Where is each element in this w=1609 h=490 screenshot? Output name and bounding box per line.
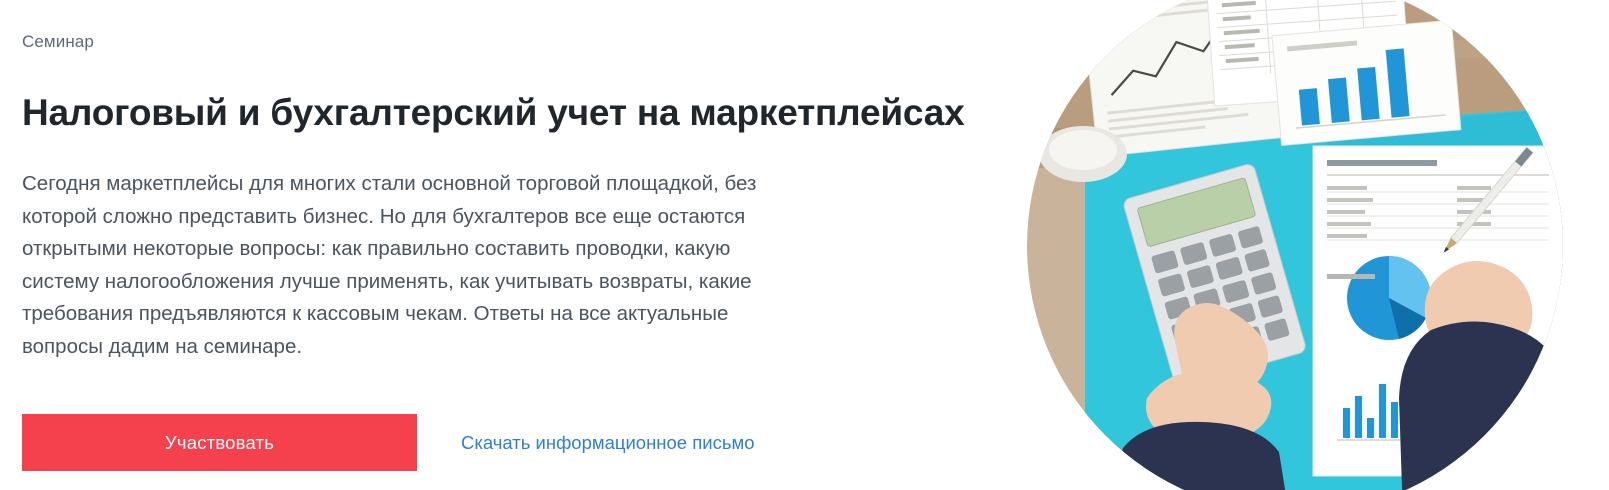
promo-eyebrow: Семинар — [22, 32, 94, 51]
accounting-desk-photo — [1027, 0, 1563, 490]
promo-actions — [22, 414, 755, 471]
page-title: Налоговый и бухгалтерский учет на маркетплейсах — [22, 92, 965, 133]
promo-content — [22, 0, 1022, 490]
download-info-letter-link[interactable]: Скачать информационное письмо — [461, 431, 755, 453]
promo-description: Сегодня маркетплейсы для многих стали основной торговой площадкой, без которой сложно представить бизнес. Но для бухгалтеров все еще остаются открытыми некоторые вопросы: как правильно составить проводки, какую систему налогообложения лучше применять, как учитывать возвраты, какие требования предъявляются к кассовым чекам. Ответы на все актуальные вопросы дадим на семинаре. — [22, 172, 757, 358]
participate-button[interactable]: Участвовать — [22, 414, 417, 471]
